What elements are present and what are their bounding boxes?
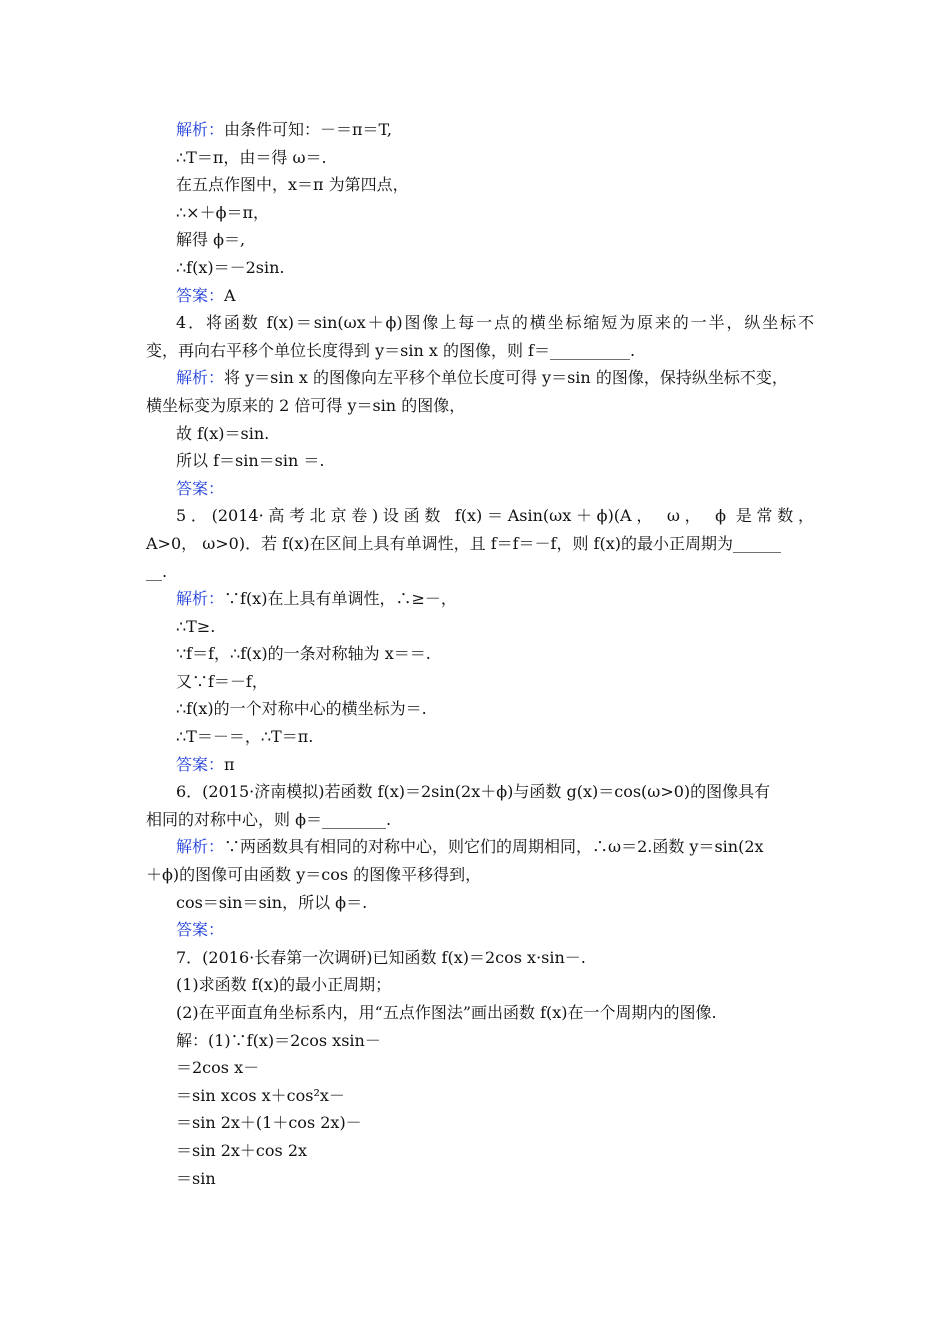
line-text: ＝sin 2x＋(1＋cos 2x)－ — [176, 1113, 362, 1133]
text-line — [146, 420, 814, 448]
line-text: 相同的对称中心，则 ϕ＝________. — [146, 809, 392, 829]
text-line — [146, 171, 814, 199]
line-text: ＋ϕ)的图像可由函数 y＝cos 的图像平移得到， — [146, 865, 482, 885]
text-line — [146, 530, 814, 558]
text-line — [146, 1109, 814, 1137]
text-line — [146, 944, 814, 972]
text-line — [146, 116, 814, 144]
text-line — [146, 723, 814, 751]
text-line — [146, 144, 814, 172]
line-text: ∴T＝π，由＝得 ω＝. — [176, 147, 327, 167]
line-text: 所以 f＝sin＝sin ＝. — [176, 451, 325, 471]
line-text: ∴f(x)的一个对称中心的横坐标为＝. — [176, 699, 427, 719]
line-text: ∴×＋ϕ＝π， — [176, 202, 270, 222]
document-page — [146, 116, 814, 1192]
answer-label: 答案： — [176, 754, 225, 774]
line-text: 由条件可知：－＝π＝T, — [224, 120, 392, 139]
text-line — [146, 999, 814, 1027]
text-line — [146, 613, 814, 641]
line-text: A — [224, 285, 236, 305]
text-line — [146, 337, 814, 365]
answer-label: 答案： — [176, 478, 225, 498]
line-text: 又∵f＝－f， — [176, 671, 268, 691]
line-text: ＝2cos x－ — [176, 1058, 260, 1078]
line-text: ＝sin — [176, 1168, 216, 1188]
text-line — [146, 309, 814, 337]
line-text: ∴T≥. — [176, 616, 216, 636]
text-line — [146, 833, 814, 861]
analysis-label: 解析： — [176, 368, 225, 388]
line-text: ∴T＝－＝，∴T＝π. — [176, 727, 314, 747]
answer-label: 答案： — [176, 285, 225, 305]
line-text: ∵两函数具有相同的对称中心，则它们的周期相同，∴ω＝2.函数 y＝sin(2x — [224, 837, 764, 857]
line-text: (1)求函数 f(x)的最小正周期； — [176, 975, 392, 995]
text-line — [146, 889, 814, 917]
text-line — [146, 806, 814, 834]
line-text: A>0， ω>0)．若 f(x)在区间上具有单调性，且 f＝f＝－f，则 f(x)的最小正周期为______ — [146, 533, 781, 553]
text-line — [146, 751, 814, 779]
line-text: __. — [146, 561, 168, 581]
line-text: 在五点作图中，x＝π 为第四点， — [176, 175, 409, 195]
text-line — [146, 282, 814, 310]
text-line — [146, 475, 814, 503]
text-line — [146, 640, 814, 668]
text-line — [146, 668, 814, 696]
text-line — [146, 1082, 814, 1110]
answer-label: 答案： — [176, 920, 225, 940]
analysis-label: 解析： — [176, 589, 225, 609]
line-text: (2)在平面直角坐标系内，用“五点作图法”画出函数 f(x)在一个周期内的图像. — [176, 1003, 717, 1022]
text-line — [146, 585, 814, 613]
text-line — [146, 502, 814, 530]
line-text: ∴f(x)＝－2sin. — [176, 257, 285, 277]
line-text: π — [224, 754, 235, 774]
text-line — [146, 778, 814, 806]
line-text: 5．(2014·高考北京卷)设函数 f(x)＝Asin(ωx＋ϕ)(A， ω， ϕ 是常数， — [176, 506, 814, 526]
text-line — [146, 861, 814, 889]
text-line — [146, 254, 814, 282]
line-text: 解：(1)∵f(x)＝2cos xsin－ — [176, 1030, 381, 1050]
analysis-label: 解析： — [176, 837, 225, 857]
line-text: ∵f＝f，∴f(x)的一条对称轴为 x＝＝. — [176, 644, 431, 664]
line-text: 将 y＝sin x 的图像向左平移个单位长度可得 y＝sin 的图像，保持纵坐标不变， — [224, 368, 788, 388]
line-text: cos＝sin＝sin，所以 ϕ＝. — [176, 892, 368, 912]
text-line — [146, 1027, 814, 1055]
text-line — [146, 916, 814, 944]
text-line — [146, 226, 814, 254]
text-line — [146, 364, 814, 392]
text-line — [146, 392, 814, 420]
line-text: 故 f(x)＝sin. — [176, 423, 270, 443]
line-text: 4．将函数 f(x)＝sin(ωx＋ϕ)图像上每一点的横坐标缩短为原来的一半，纵坐标不 — [176, 313, 814, 333]
text-line — [146, 447, 814, 475]
line-text: 7．(2016·长春第一次调研)已知函数 f(x)＝2cos x·sin－. — [176, 947, 586, 967]
line-text: ＝sin 2x＋cos 2x — [176, 1140, 308, 1160]
text-line — [146, 1054, 814, 1082]
line-text: 横坐标变为原来的 2 倍可得 y＝sin 的图像， — [146, 395, 466, 415]
text-line — [146, 1165, 814, 1193]
line-text: 6．(2015·济南模拟)若函数 f(x)＝2sin(2x＋ϕ)与函数 g(x)＝cos(ω>0)的图像具有 — [176, 782, 771, 802]
line-text: 变，再向右平移个单位长度得到 y＝sin x 的图像，则 f＝__________. — [146, 340, 636, 360]
text-line — [146, 558, 814, 586]
line-text: ∵f(x)在上具有单调性，∴≥－， — [224, 589, 457, 609]
analysis-label: 解析： — [176, 120, 225, 139]
line-text: ＝sin xcos x＋cos²x－ — [176, 1085, 345, 1105]
text-line — [146, 1137, 814, 1165]
text-line — [146, 695, 814, 723]
text-line — [146, 199, 814, 227]
text-line — [146, 971, 814, 999]
line-text: 解得 ϕ＝, — [176, 230, 246, 250]
